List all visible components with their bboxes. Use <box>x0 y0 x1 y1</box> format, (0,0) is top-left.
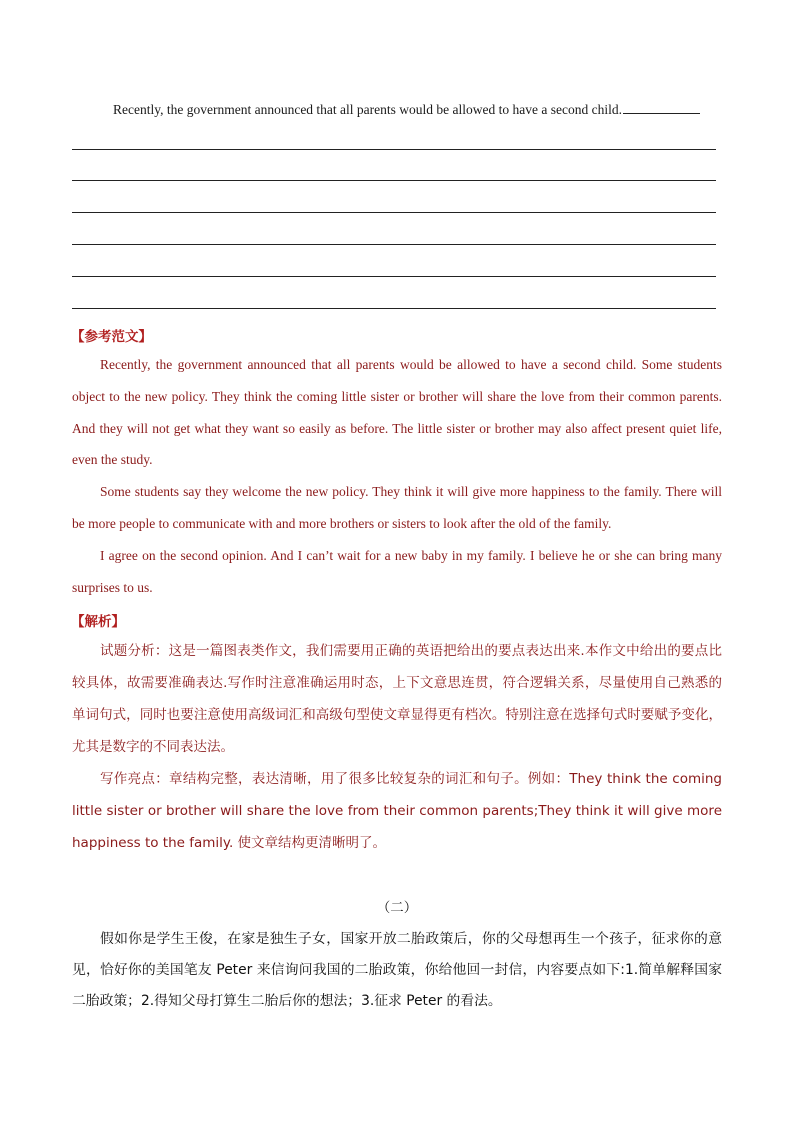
part-two-task <box>72 924 722 1017</box>
reference-essay <box>72 349 722 603</box>
task-paragraph: 假如你是学生王俊，在家是独生子女，国家开放二胎政策后，你的父母想再生一个孩子，征求你的意见，恰好你的美国笔友 Peter 来信询问我国的二胎政策，你给他回一封信，内容要点如下:1.简单解释国家二胎政策；2.得知父母打算生二胎后你的想法；3.征求 Peter 的看法。 <box>72 931 722 1009</box>
answer-line[interactable] <box>72 244 716 245</box>
answer-line[interactable] <box>72 212 716 213</box>
prompt-opening-sentence: Recently, the government announced that all parents would be allowed to have a second child. <box>113 102 622 117</box>
answer-line[interactable] <box>72 149 716 150</box>
reference-heading: 【参考范文】 <box>71 329 152 345</box>
essay-paragraph: I agree on the second opinion. And I can’t wait for a new baby in my family. I believe he or she can bring many surprises to us. <box>72 547 722 595</box>
answer-line[interactable] <box>72 308 716 309</box>
answer-line[interactable] <box>72 276 716 277</box>
essay-paragraph: Some students say they welcome the new policy. They think it will give more happiness to the family. There will be more people to communicate with and more brothers or sisters to look after the old of the family. <box>72 484 722 531</box>
analysis-paragraph: 试题分析：这是一篇图表类作文，我们需要用正确的英语把给出的要点表达出来.本作文中给出的要点比较具体，故需要准确表达.写作时注意准确运用时态，上下文意思连贯，符合逻辑关系，尽量使用自己熟悉的单词句式，同时也要注意使用高级词汇和高级句型使文章显得更有档次。特别注意在选择句式时要赋予变化，尤其是数字的不同表达法。 <box>72 643 722 755</box>
answer-line[interactable] <box>72 180 716 181</box>
writing-blank[interactable] <box>623 101 700 114</box>
part-two-title: （二） <box>376 900 418 916</box>
essay-paragraph: Recently, the government announced that all parents would be allowed to have a second child. Some students object to the new policy. They think the coming little sister or brother will share the love from their common parents. And they will not get what they want so easily as before. The little sister or brother may also affect present quiet life, even the study. <box>72 357 722 468</box>
analysis-body <box>72 635 722 859</box>
analysis-paragraph: 写作亮点：章结构完整，表达清晰，用了很多比较复杂的词汇和句子。例如：They think the coming little sister or brother will share the love from their common parents;They think it will give more happiness to the family. 使文章结构更清晰明了。 <box>72 771 722 851</box>
analysis-heading: 【解析】 <box>71 614 125 630</box>
prompt-opening-line <box>113 101 723 118</box>
